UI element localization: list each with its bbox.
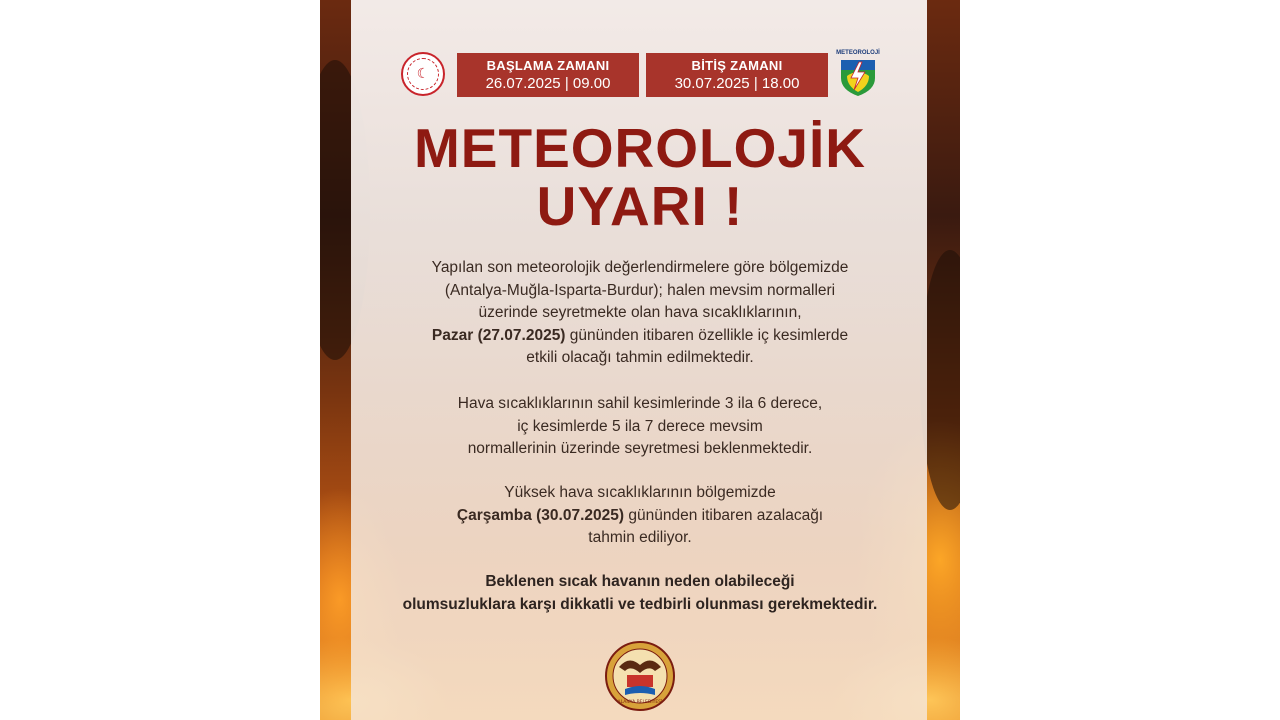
meteorology-logo-text: METEOROLOJİ xyxy=(836,50,880,56)
end-time-label: BİTİŞ ZAMANI xyxy=(691,58,783,73)
warning-poster xyxy=(320,0,960,720)
text-line: Hava sıcaklıklarının sahil kesimlerinde 3 ila 6 derece, xyxy=(457,395,823,412)
highlight-date: Çarşamba (30.07.2025) xyxy=(456,506,625,524)
start-time-box xyxy=(457,53,639,97)
text-line: üzerinde seyretmekte olan hava sıcaklıklarının, xyxy=(478,304,802,321)
paragraph-caution xyxy=(360,571,920,616)
seal-text: ALANYA BELEDİYESİ xyxy=(617,700,663,705)
highlight-date: Pazar (27.07.2025) xyxy=(431,326,566,344)
end-time-box xyxy=(646,53,828,97)
crescent-star-icon: ☾ xyxy=(407,58,439,90)
text-fragment: gününden itibaren azalacağı xyxy=(624,506,824,524)
ministry-logo xyxy=(401,52,445,96)
paragraph-forecast xyxy=(360,257,920,370)
text-fragment: gününden itibaren özellikle iç kesimlerde xyxy=(565,326,849,344)
paragraph-temperature xyxy=(360,393,920,461)
end-time-value: 30.07.2025 | 18.00 xyxy=(674,75,800,92)
text-line: olumsuzluklara karşı dikkatli ve tedbirli olunması gerekmektedir. xyxy=(402,595,878,613)
meteorology-logo xyxy=(837,50,879,98)
paragraph-decrease xyxy=(360,482,920,550)
text-line xyxy=(360,505,920,528)
text-line: Yüksek hava sıcaklıklarının bölgemizde xyxy=(504,484,776,501)
title-line-2: UYARI ! xyxy=(536,175,744,237)
start-time-value: 26.07.2025 | 09.00 xyxy=(485,75,611,92)
title-line-1: METEOROLOJİK xyxy=(413,117,867,179)
lightning-shield-icon xyxy=(837,50,879,98)
municipality-seal-icon xyxy=(605,641,675,711)
text-line: normallerinin üzerinde seyretmesi beklenmektedir. xyxy=(467,440,813,457)
text-line: etkili olacağı tahmin edilmektedir. xyxy=(526,349,754,366)
text-line: (Antalya-Muğla-Isparta-Burdur); halen mevsim normalleri xyxy=(444,281,836,299)
text-line: tahmin ediliyor. xyxy=(588,529,692,546)
start-time-label: BAŞLAMA ZAMANI xyxy=(486,58,610,73)
text-line xyxy=(360,325,920,348)
text-line: Yapılan son meteorolojik değerlendirmelere göre bölgemizde xyxy=(431,259,849,276)
text-line: iç kesimlerde 5 ila 7 derece mevsim xyxy=(517,417,763,435)
text-line: Beklenen sıcak havanın neden olabileceği xyxy=(485,573,795,590)
